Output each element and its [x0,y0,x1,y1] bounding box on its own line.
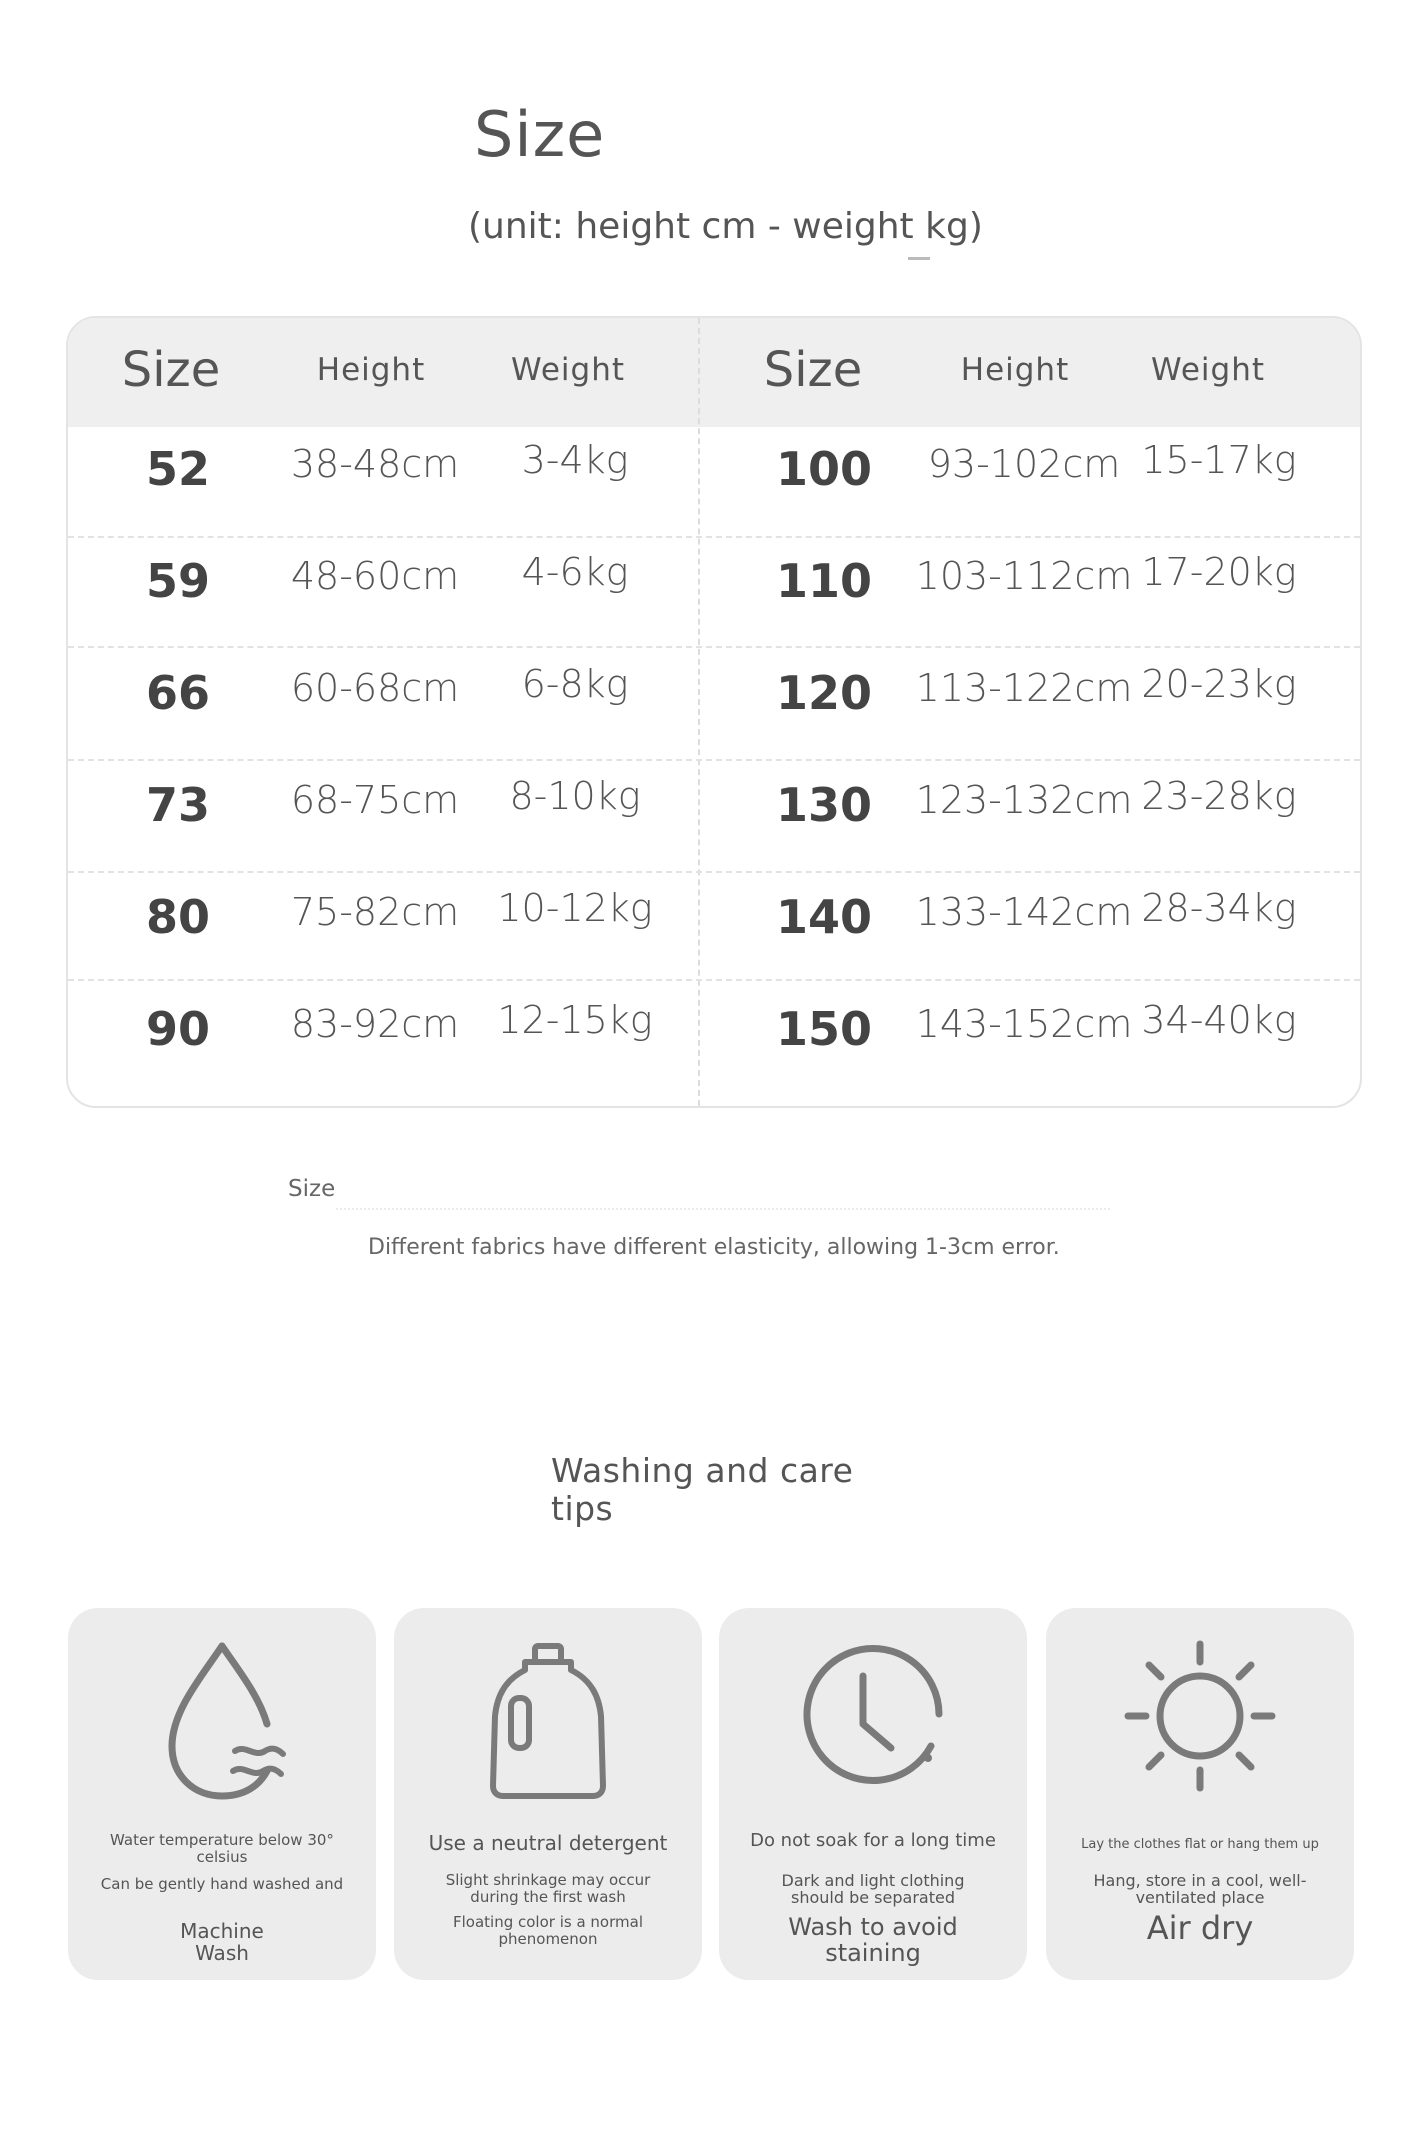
cell-size: 140 [775,890,873,944]
cell-size: 120 [775,666,873,720]
header-weight-right: Weight [1150,352,1266,388]
care-line: Use a neutral detergent [428,1831,668,1855]
cell-height: 83-92cm [290,1002,460,1046]
care-line: Floating color is a normal phenomenon [453,1913,643,1948]
row-divider [68,871,1360,873]
cell-size: 52 [145,442,211,496]
note-divider [336,1208,1110,1210]
cell-weight: 12-15kg [497,998,653,1042]
care-line: Machine Wash [180,1919,264,1965]
cell-size: 66 [145,666,211,720]
page-title: Size [474,98,606,171]
cell-weight: 28-34kg [1141,886,1297,930]
care-line: Dark and light clothing should be separated [781,1871,965,1907]
unit-subtitle: (unit: height cm - weight kg) [468,206,983,247]
cell-size: 110 [775,554,873,608]
cell-height: 68-75cm [290,778,460,822]
row-divider [68,536,1360,538]
cell-size: 150 [775,1002,873,1056]
care-line: Can be gently hand washed and [100,1875,344,1893]
cell-weight: 15-17kg [1141,438,1297,482]
cell-height: 113-122cm [915,666,1133,710]
cell-height: 75-82cm [290,890,460,934]
note-label: Size [288,1176,336,1202]
header-height-left: Height [316,352,426,388]
care-line: Wash to avoid staining [788,1913,958,1967]
cell-weight: 34-40kg [1141,998,1297,1042]
cell-weight: 4-6kg [521,550,629,594]
cell-weight: 17-20kg [1141,550,1297,594]
cell-height: 133-142cm [915,890,1133,934]
care-line: Air dry [1146,1909,1254,1947]
cell-height: 60-68cm [290,666,460,710]
cell-weight: 20-23kg [1141,662,1297,706]
size-table [66,316,1362,1108]
cell-size: 73 [145,778,211,832]
cell-size: 130 [775,778,873,832]
care-section-title: Washing and care tips [551,1451,854,1528]
water-drop-icon [147,1636,297,1806]
cell-weight: 3-4kg [521,438,629,482]
cell-size: 80 [145,890,211,944]
cell-weight: 6-8kg [521,662,629,706]
sun-icon [1120,1636,1280,1796]
cell-height: 93-102cm [927,442,1121,486]
cell-size: 59 [145,554,211,608]
table-header [68,318,1360,427]
cell-height: 123-132cm [915,778,1133,822]
care-card-dry [1046,1608,1354,1980]
care-card-water [68,1608,376,1980]
detergent-bottle-icon [473,1636,623,1806]
care-card-detergent [394,1608,702,1980]
cell-height: 48-60cm [290,554,460,598]
header-height-right: Height [960,352,1070,388]
care-line: Slight shrinkage may occur during the first wash [445,1871,651,1906]
care-line: Lay the clothes flat or hang them up [1081,1837,1319,1852]
cell-height: 38-48cm [290,442,460,486]
care-line: Do not soak for a long time [750,1830,996,1851]
size-note: Different fabrics have different elasticity, allowing 1-3cm error. [368,1235,1060,1260]
header-weight-left: Weight [510,352,626,388]
cell-height: 143-152cm [915,1002,1133,1046]
cell-height: 103-112cm [915,554,1133,598]
header-size-left: Size [121,342,221,398]
cell-weight: 10-12kg [497,886,653,930]
clock-icon [793,1636,953,1796]
column-divider [698,318,700,1106]
header-size-right: Size [763,342,863,398]
cell-weight: 8-10kg [509,774,641,818]
cell-size: 90 [145,1002,211,1056]
care-line: Hang, store in a cool, well-ventilated place [1093,1871,1307,1907]
row-divider [68,759,1360,761]
cell-weight: 23-28kg [1141,774,1297,818]
row-divider [68,979,1360,981]
care-line: Water temperature below 30° celsius [110,1831,334,1866]
cell-size: 100 [775,442,873,496]
unit-underline [908,257,930,260]
row-divider [68,646,1360,648]
care-card-soak [719,1608,1027,1980]
